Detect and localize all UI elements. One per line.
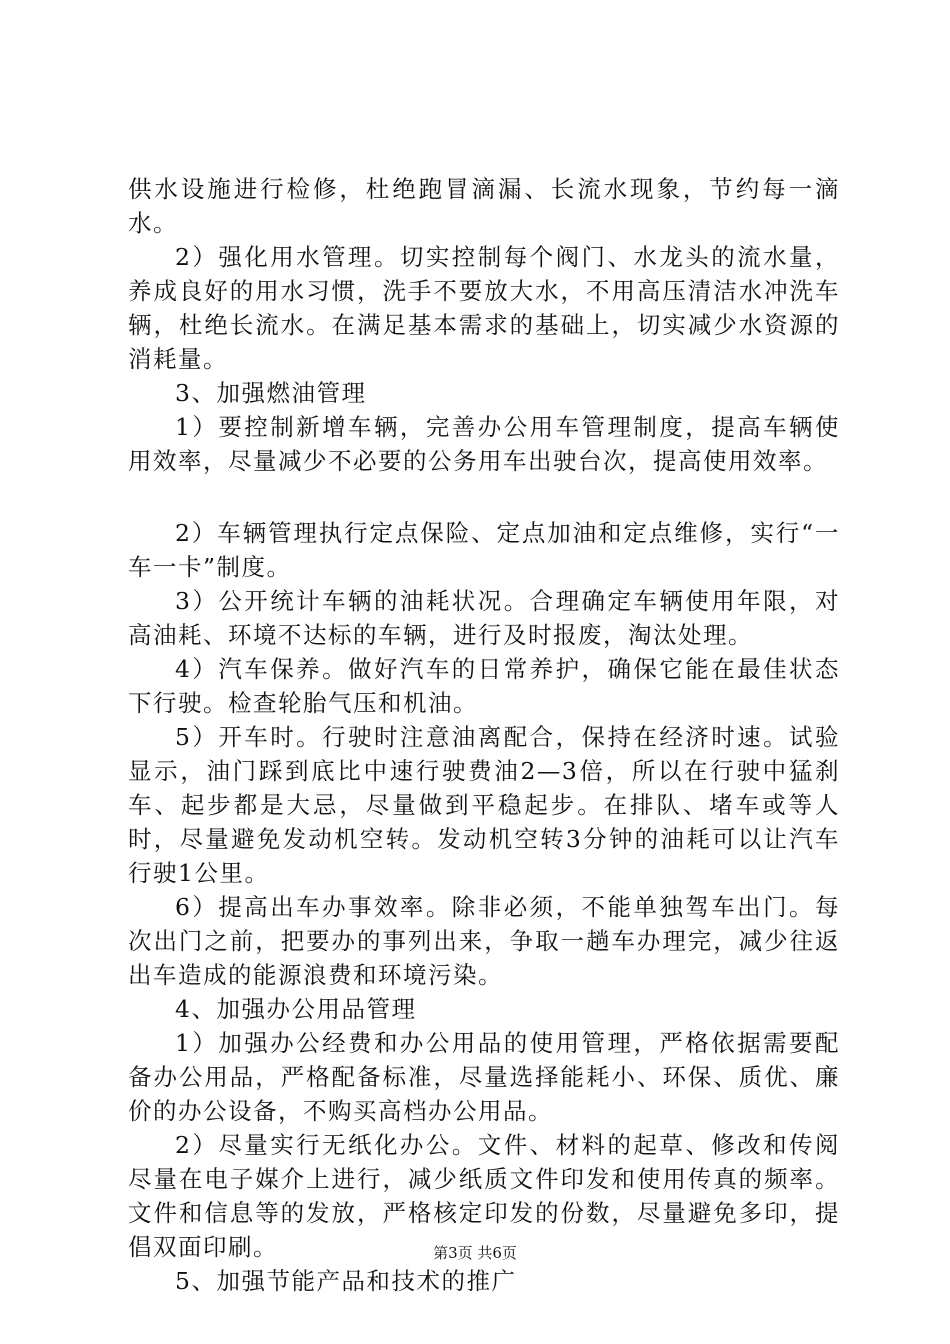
paragraph: 4）汽车保养。做好汽车的日常养护，确保它能在最佳状态下行驶。检查轮胎气压和机油。 bbox=[128, 655, 840, 717]
page-number-footer: 第3页 共6页 bbox=[433, 1244, 517, 1262]
paragraph: 2）尽量实行无纸化办公。文件、材料的起草、修改和传阅尽量在电子媒介上进行，减少纸质文件印发和使用传真的频率。文件和信息等的发放，严格核定印发的份数，尽量避免多印，提倡双面印刷。 bbox=[128, 1131, 840, 1261]
paragraph: 2）车辆管理执行定点保险、定点加油和定点维修，实行“一车一卡”制度。 bbox=[128, 519, 840, 581]
section-heading: 5、加强节能产品和技术的推广 bbox=[175, 1267, 517, 1295]
paragraph: 1）要控制新增车辆，完善办公用车管理制度，提高车辆使用效率，尽量减少不必要的公务用车出驶台次，提高使用效率。 bbox=[128, 413, 840, 475]
paragraph: 3）公开统计车辆的油耗状况。合理确定车辆使用年限，对高油耗、环境不达标的车辆，进行及时报废，淘汰处理。 bbox=[128, 587, 840, 649]
paragraph: 2）强化用水管理。切实控制每个阀门、水龙头的流水量，养成良好的用水习惯，洗手不要放大水，不用高压清洁水冲洗车辆，杜绝长流水。在满足基本需求的基础上，切实减少水资源的消耗量。 bbox=[128, 243, 840, 373]
section-heading: 3、加强燃油管理 bbox=[175, 379, 367, 407]
document-body bbox=[128, 172, 840, 1298]
section-heading: 4、加强办公用品管理 bbox=[175, 995, 417, 1023]
paragraph: 6）提高出车办事效率。除非必须，不能单独驾车出门。每次出门之前，把要办的事列出来，争取一趟车办理完，减少往返出车造成的能源浪费和环境污染。 bbox=[128, 893, 840, 989]
paragraph: 1）加强办公经费和办公用品的使用管理，严格依据需要配备办公用品，严格配备标准，尽量选择能耗小、环保、质优、廉价的办公设备，不购买高档办公用品。 bbox=[128, 1029, 840, 1125]
paragraph: 5）开车时。行驶时注意油离配合，保持在经济时速。试验显示，油门踩到底比中速行驶费油2—3倍，所以在行驶中猛刹车、起步都是大忌，尽量做到平稳起步。在排队、堵车或等人时，尽量避免发动机空转。发动机空转3分钟的油耗可以让汽车行驶1公里。 bbox=[128, 723, 840, 887]
paragraph: 供水设施进行检修，杜绝跑冒滴漏、长流水现象，节约每一滴水。 bbox=[128, 175, 840, 237]
